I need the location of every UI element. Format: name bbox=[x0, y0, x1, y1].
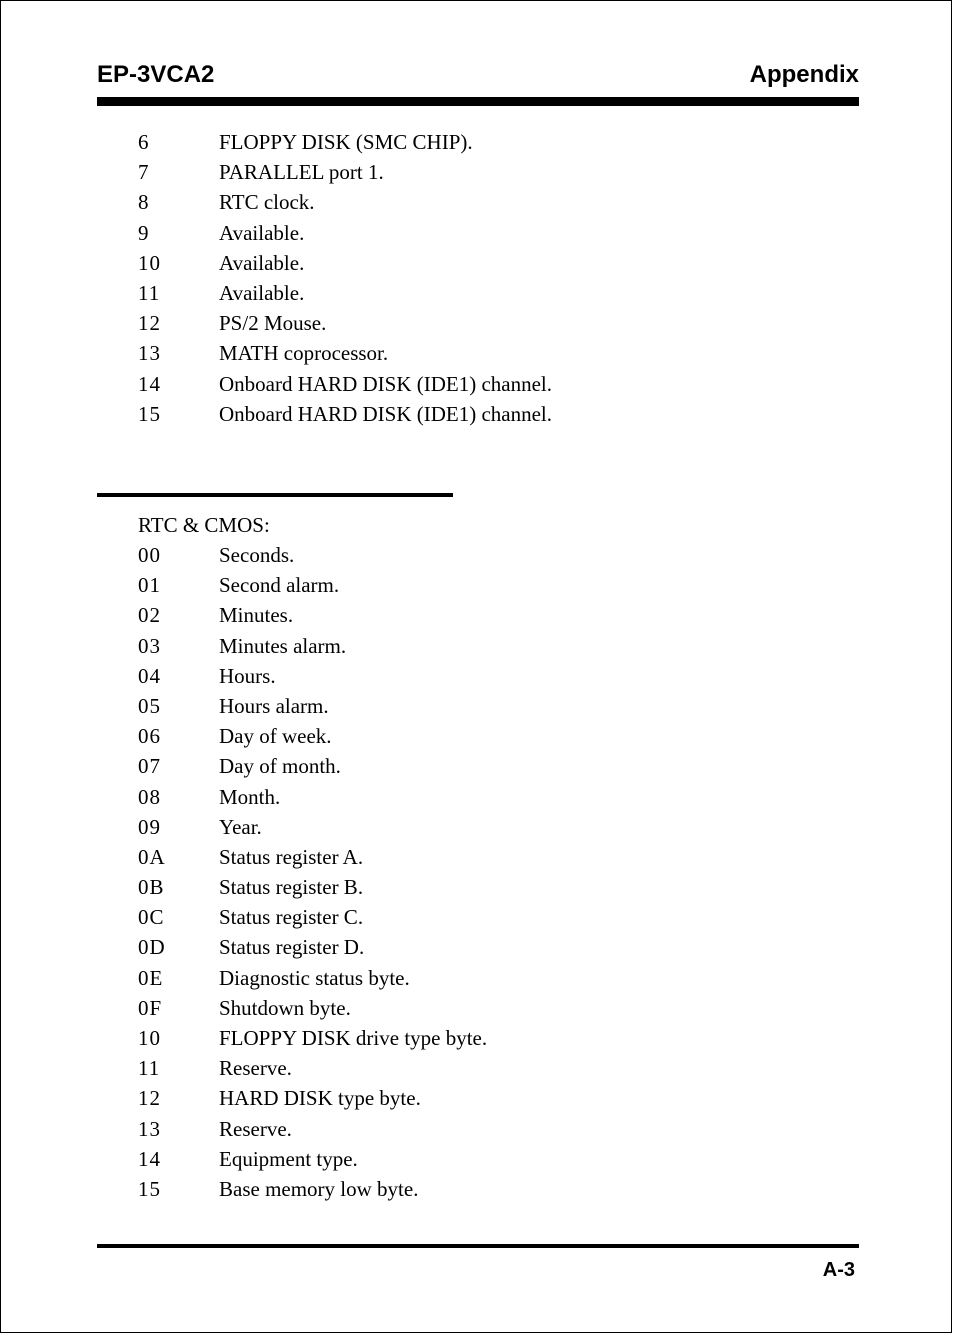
item-code: 15 bbox=[138, 401, 161, 426]
item-code: 08 bbox=[138, 784, 161, 809]
item-description: Available. bbox=[219, 220, 305, 245]
item-code: 12 bbox=[138, 1086, 161, 1111]
item-description: MATH coprocessor. bbox=[219, 341, 389, 366]
item-code: 0B bbox=[138, 875, 165, 900]
item-code: 03 bbox=[138, 633, 161, 658]
list-item bbox=[138, 1023, 487, 1053]
item-code: 0F bbox=[138, 995, 163, 1020]
item-description: Reserve. bbox=[219, 1056, 292, 1081]
item-description: Seconds. bbox=[219, 543, 295, 567]
item-code: 14 bbox=[138, 371, 161, 396]
item-code: 10 bbox=[138, 1026, 161, 1050]
item-code: 05 bbox=[138, 693, 161, 718]
list-item bbox=[138, 751, 487, 781]
item-description: Onboard HARD DISK (IDE1) channel. bbox=[219, 371, 553, 396]
list-item bbox=[138, 842, 487, 872]
list-item bbox=[138, 963, 487, 993]
cmos-caption: RTC & CMOS: bbox=[138, 513, 270, 537]
item-description: Onboard HARD DISK (IDE1) channel. bbox=[219, 401, 553, 426]
item-code: 09 bbox=[138, 814, 161, 839]
list-item bbox=[138, 600, 487, 630]
item-description: HARD DISK type byte. bbox=[219, 1086, 421, 1111]
item-code: 07 bbox=[138, 754, 161, 779]
item-description: Status register A. bbox=[219, 844, 364, 869]
item-description: Minutes. bbox=[219, 603, 294, 628]
item-description: Available. bbox=[219, 280, 305, 305]
item-description: Hours alarm. bbox=[219, 693, 329, 718]
item-description: Diagnostic status byte. bbox=[219, 965, 410, 990]
list-item bbox=[138, 1053, 487, 1083]
irq-list bbox=[138, 127, 552, 429]
item-description: Equipment type. bbox=[219, 1146, 358, 1171]
list-item bbox=[138, 932, 487, 962]
item-code: 0A bbox=[138, 844, 166, 869]
item-description: FLOPPY DISK (SMC CHIP). bbox=[219, 130, 473, 154]
item-code: 06 bbox=[138, 724, 161, 749]
item-code: 0E bbox=[138, 965, 164, 990]
list-item bbox=[138, 1144, 487, 1174]
list-item bbox=[138, 1114, 487, 1144]
item-description: PARALLEL port 1. bbox=[219, 160, 384, 185]
list-item bbox=[138, 812, 487, 842]
item-description: Reserve. bbox=[219, 1116, 292, 1141]
list-item bbox=[138, 218, 552, 248]
page-header bbox=[97, 61, 859, 93]
section-rule bbox=[97, 493, 453, 497]
list-item bbox=[138, 248, 552, 278]
list-item bbox=[138, 127, 552, 157]
item-description: Minutes alarm. bbox=[219, 633, 347, 658]
header-rule bbox=[97, 97, 859, 106]
header-section: Appendix bbox=[749, 61, 859, 88]
list-item bbox=[138, 540, 487, 570]
list-item bbox=[138, 691, 487, 721]
list-item bbox=[138, 278, 552, 308]
list-item bbox=[138, 1083, 487, 1113]
item-code: 0D bbox=[138, 935, 166, 960]
item-code: 11 bbox=[138, 1056, 161, 1081]
list-item bbox=[138, 399, 552, 429]
list-item bbox=[138, 1174, 487, 1204]
list-item bbox=[138, 187, 552, 217]
item-code: 04 bbox=[138, 663, 161, 688]
list-item bbox=[138, 782, 487, 812]
item-code: 01 bbox=[138, 573, 161, 598]
item-code: 13 bbox=[138, 1116, 161, 1141]
item-code: 13 bbox=[138, 341, 161, 366]
item-code: 8 bbox=[138, 190, 150, 215]
item-description: FLOPPY DISK drive type byte. bbox=[219, 1026, 488, 1050]
list-item bbox=[138, 308, 552, 338]
item-code: 6 bbox=[138, 130, 150, 154]
item-code: 14 bbox=[138, 1146, 161, 1171]
item-code: 9 bbox=[138, 220, 150, 245]
list-item bbox=[138, 902, 487, 932]
list-item bbox=[138, 661, 487, 691]
list-item bbox=[138, 721, 487, 751]
item-description: Second alarm. bbox=[219, 573, 340, 598]
item-code: 0C bbox=[138, 905, 165, 930]
item-code: 11 bbox=[138, 280, 161, 305]
list-item bbox=[138, 631, 487, 661]
list-item bbox=[138, 570, 487, 600]
item-code: 02 bbox=[138, 603, 161, 628]
item-code: 00 bbox=[138, 543, 161, 567]
item-description: Shutdown byte. bbox=[219, 995, 351, 1020]
item-description: Base memory low byte. bbox=[219, 1176, 419, 1201]
footer-rule bbox=[97, 1244, 859, 1248]
item-description: Status register B. bbox=[219, 875, 364, 900]
list-item bbox=[138, 157, 552, 187]
page-number: A-3 bbox=[822, 1259, 855, 1281]
item-code: 10 bbox=[138, 250, 161, 275]
item-description: Month. bbox=[219, 784, 281, 809]
item-description: Status register C. bbox=[219, 905, 364, 930]
item-description: RTC clock. bbox=[219, 190, 315, 215]
header-model: EP-3VCA2 bbox=[97, 61, 215, 88]
list-item bbox=[138, 872, 487, 902]
item-description: Day of week. bbox=[219, 724, 332, 749]
item-code: 7 bbox=[138, 160, 150, 185]
list-item bbox=[138, 338, 552, 368]
item-description: PS/2 Mouse. bbox=[219, 311, 327, 336]
item-code: 12 bbox=[138, 311, 161, 336]
item-description: Available. bbox=[219, 250, 305, 275]
item-description: Year. bbox=[219, 814, 262, 839]
item-code: 15 bbox=[138, 1176, 161, 1201]
list-item bbox=[138, 369, 552, 399]
list-item bbox=[138, 993, 487, 1023]
item-description: Hours. bbox=[219, 663, 276, 688]
cmos-list bbox=[138, 540, 487, 1204]
item-description: Status register D. bbox=[219, 935, 365, 960]
item-description: Day of month. bbox=[219, 754, 341, 779]
